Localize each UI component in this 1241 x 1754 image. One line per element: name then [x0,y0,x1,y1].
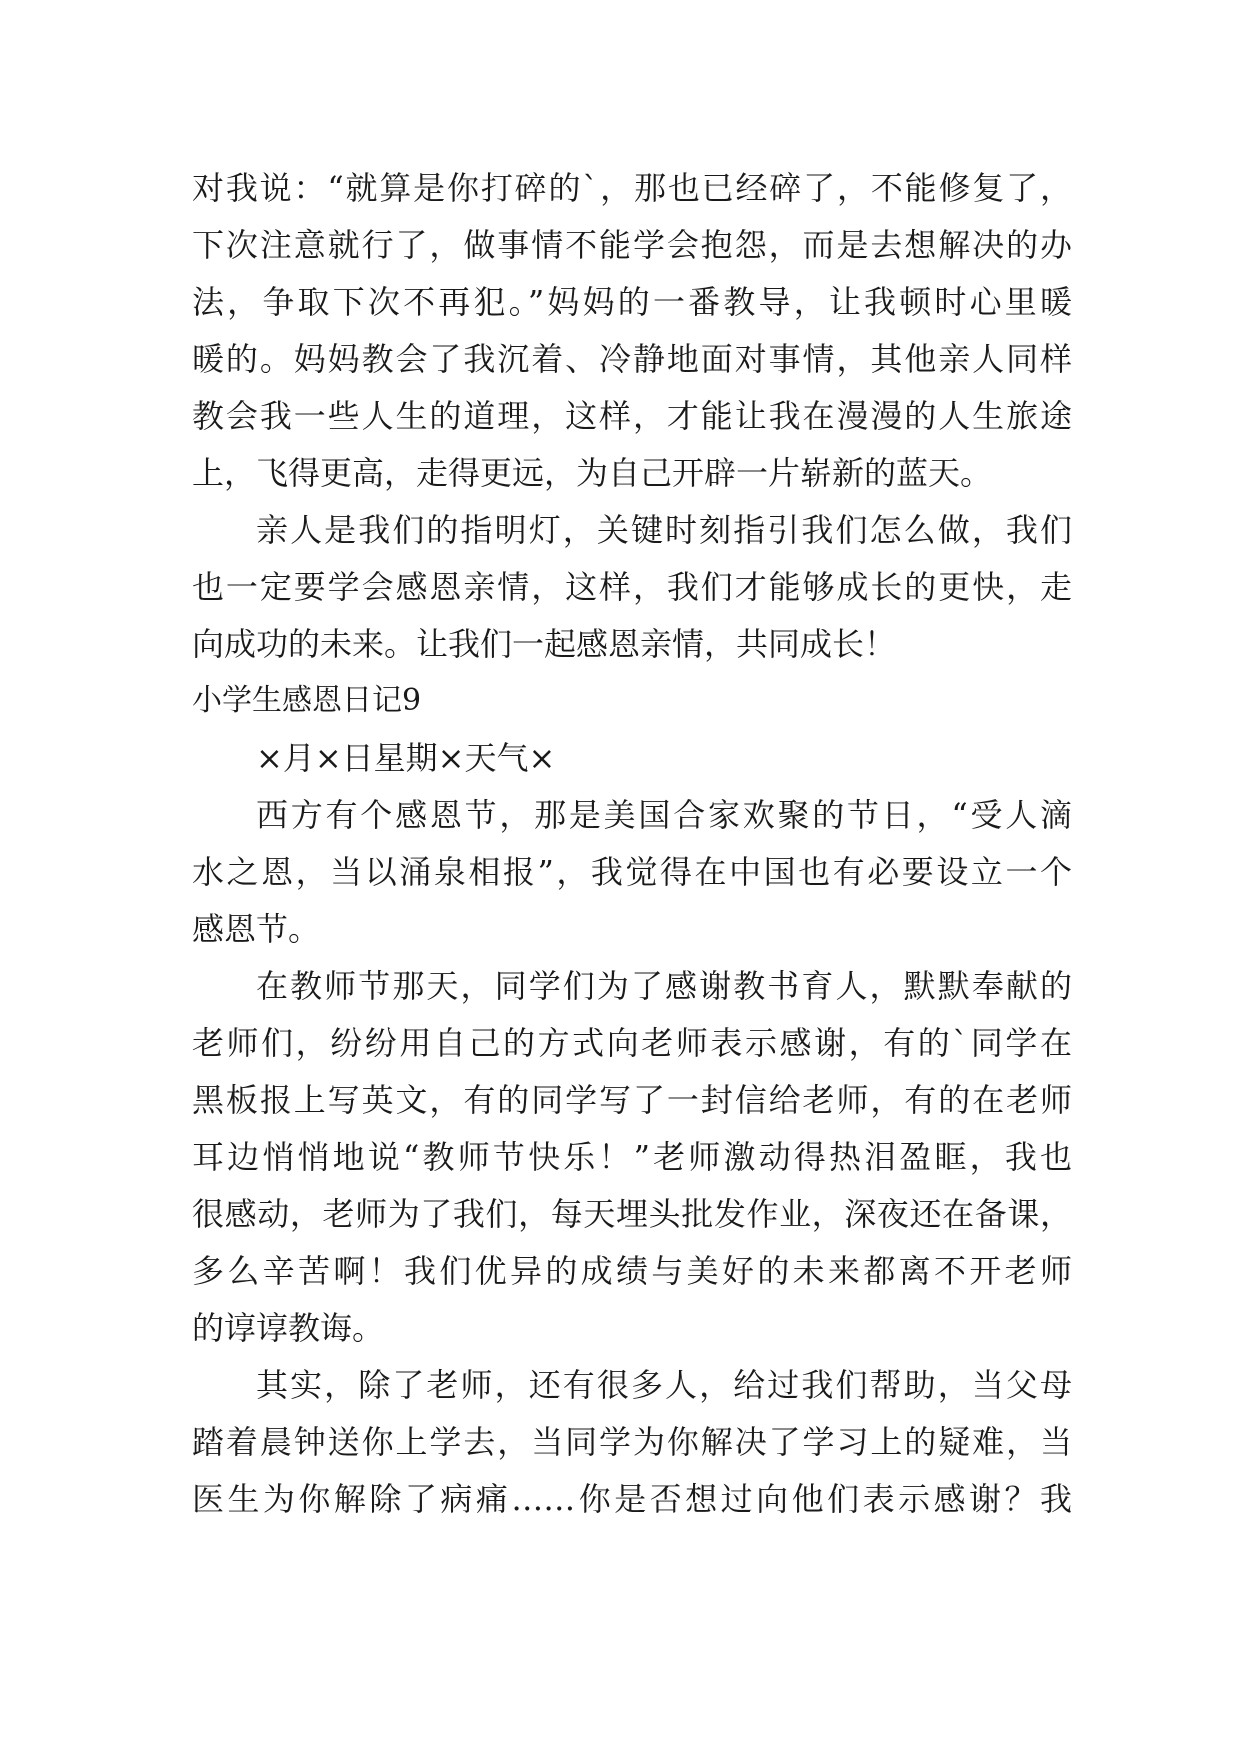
text-line: 感恩节。 [192,910,321,948]
date-line: ×月×日星期×天气× [256,739,556,777]
text-line: 上，飞得更高，走得更远，为自己开辟一片崭新的蓝天。 [192,454,993,492]
text-line: 向成功的未来。让我们一起感恩亲情，共同成长！ [192,625,897,663]
text-line: 法，争取下次不再犯。”妈妈的一番教导，让我顿时心里暖 [192,283,1072,321]
section-heading: 小学生感恩日记9 [192,683,422,718]
paragraph-first-line: 在教师节那天，同学们为了感谢教书育人，默默奉献的 [256,967,1072,1005]
paragraph-first-line: 其实，除了老师，还有很多人，给过我们帮助，当父母 [256,1366,1072,1404]
text-line: 耳边悄悄地说“教师节快乐！”老师激动得热泪盈眶，我也 [192,1138,1072,1176]
text-line: 水之恩，当以涌泉相报”，我觉得在中国也有必要设立一个 [192,853,1072,891]
text-line: 踏着晨钟送你上学去，当同学为你解决了学习上的疑难，当 [192,1423,1072,1461]
text-line: 多么辛苦啊！我们优异的成绩与美好的未来都离不开老师 [192,1252,1072,1290]
text-line: 下次注意就行了，做事情不能学会抱怨，而是去想解决的办 [192,226,1072,264]
text-line: 暖的。妈妈教会了我沉着、冷静地面对事情，其他亲人同样 [192,340,1072,378]
text-line: 对我说：“就算是你打碎的`，那也已经碎了，不能修复了， [192,169,1072,207]
paragraph-first-line: 西方有个感恩节，那是美国合家欢聚的节日，“受人滴 [256,796,1072,834]
paragraph-first-line: 亲人是我们的指明灯，关键时刻指引我们怎么做，我们 [256,511,1072,549]
text-line: 黑板报上写英文，有的同学写了一封信给老师，有的在老师 [192,1081,1072,1119]
text-line: 也一定要学会感恩亲情，这样，我们才能够成长的更快，走 [192,568,1072,606]
text-line: 医生为你解除了病痛……你是否想过向他们表示感谢？我 [192,1480,1072,1518]
text-line: 教会我一些人生的道理，这样，才能让我在漫漫的人生旅途 [192,397,1072,435]
text-line: 的谆谆教诲。 [192,1309,385,1347]
text-line: 老师们，纷纷用自己的方式向老师表示感谢，有的`同学在 [192,1024,1072,1062]
text-line: 很感动，老师为了我们，每天埋头批发作业，深夜还在备课， [192,1195,1072,1233]
